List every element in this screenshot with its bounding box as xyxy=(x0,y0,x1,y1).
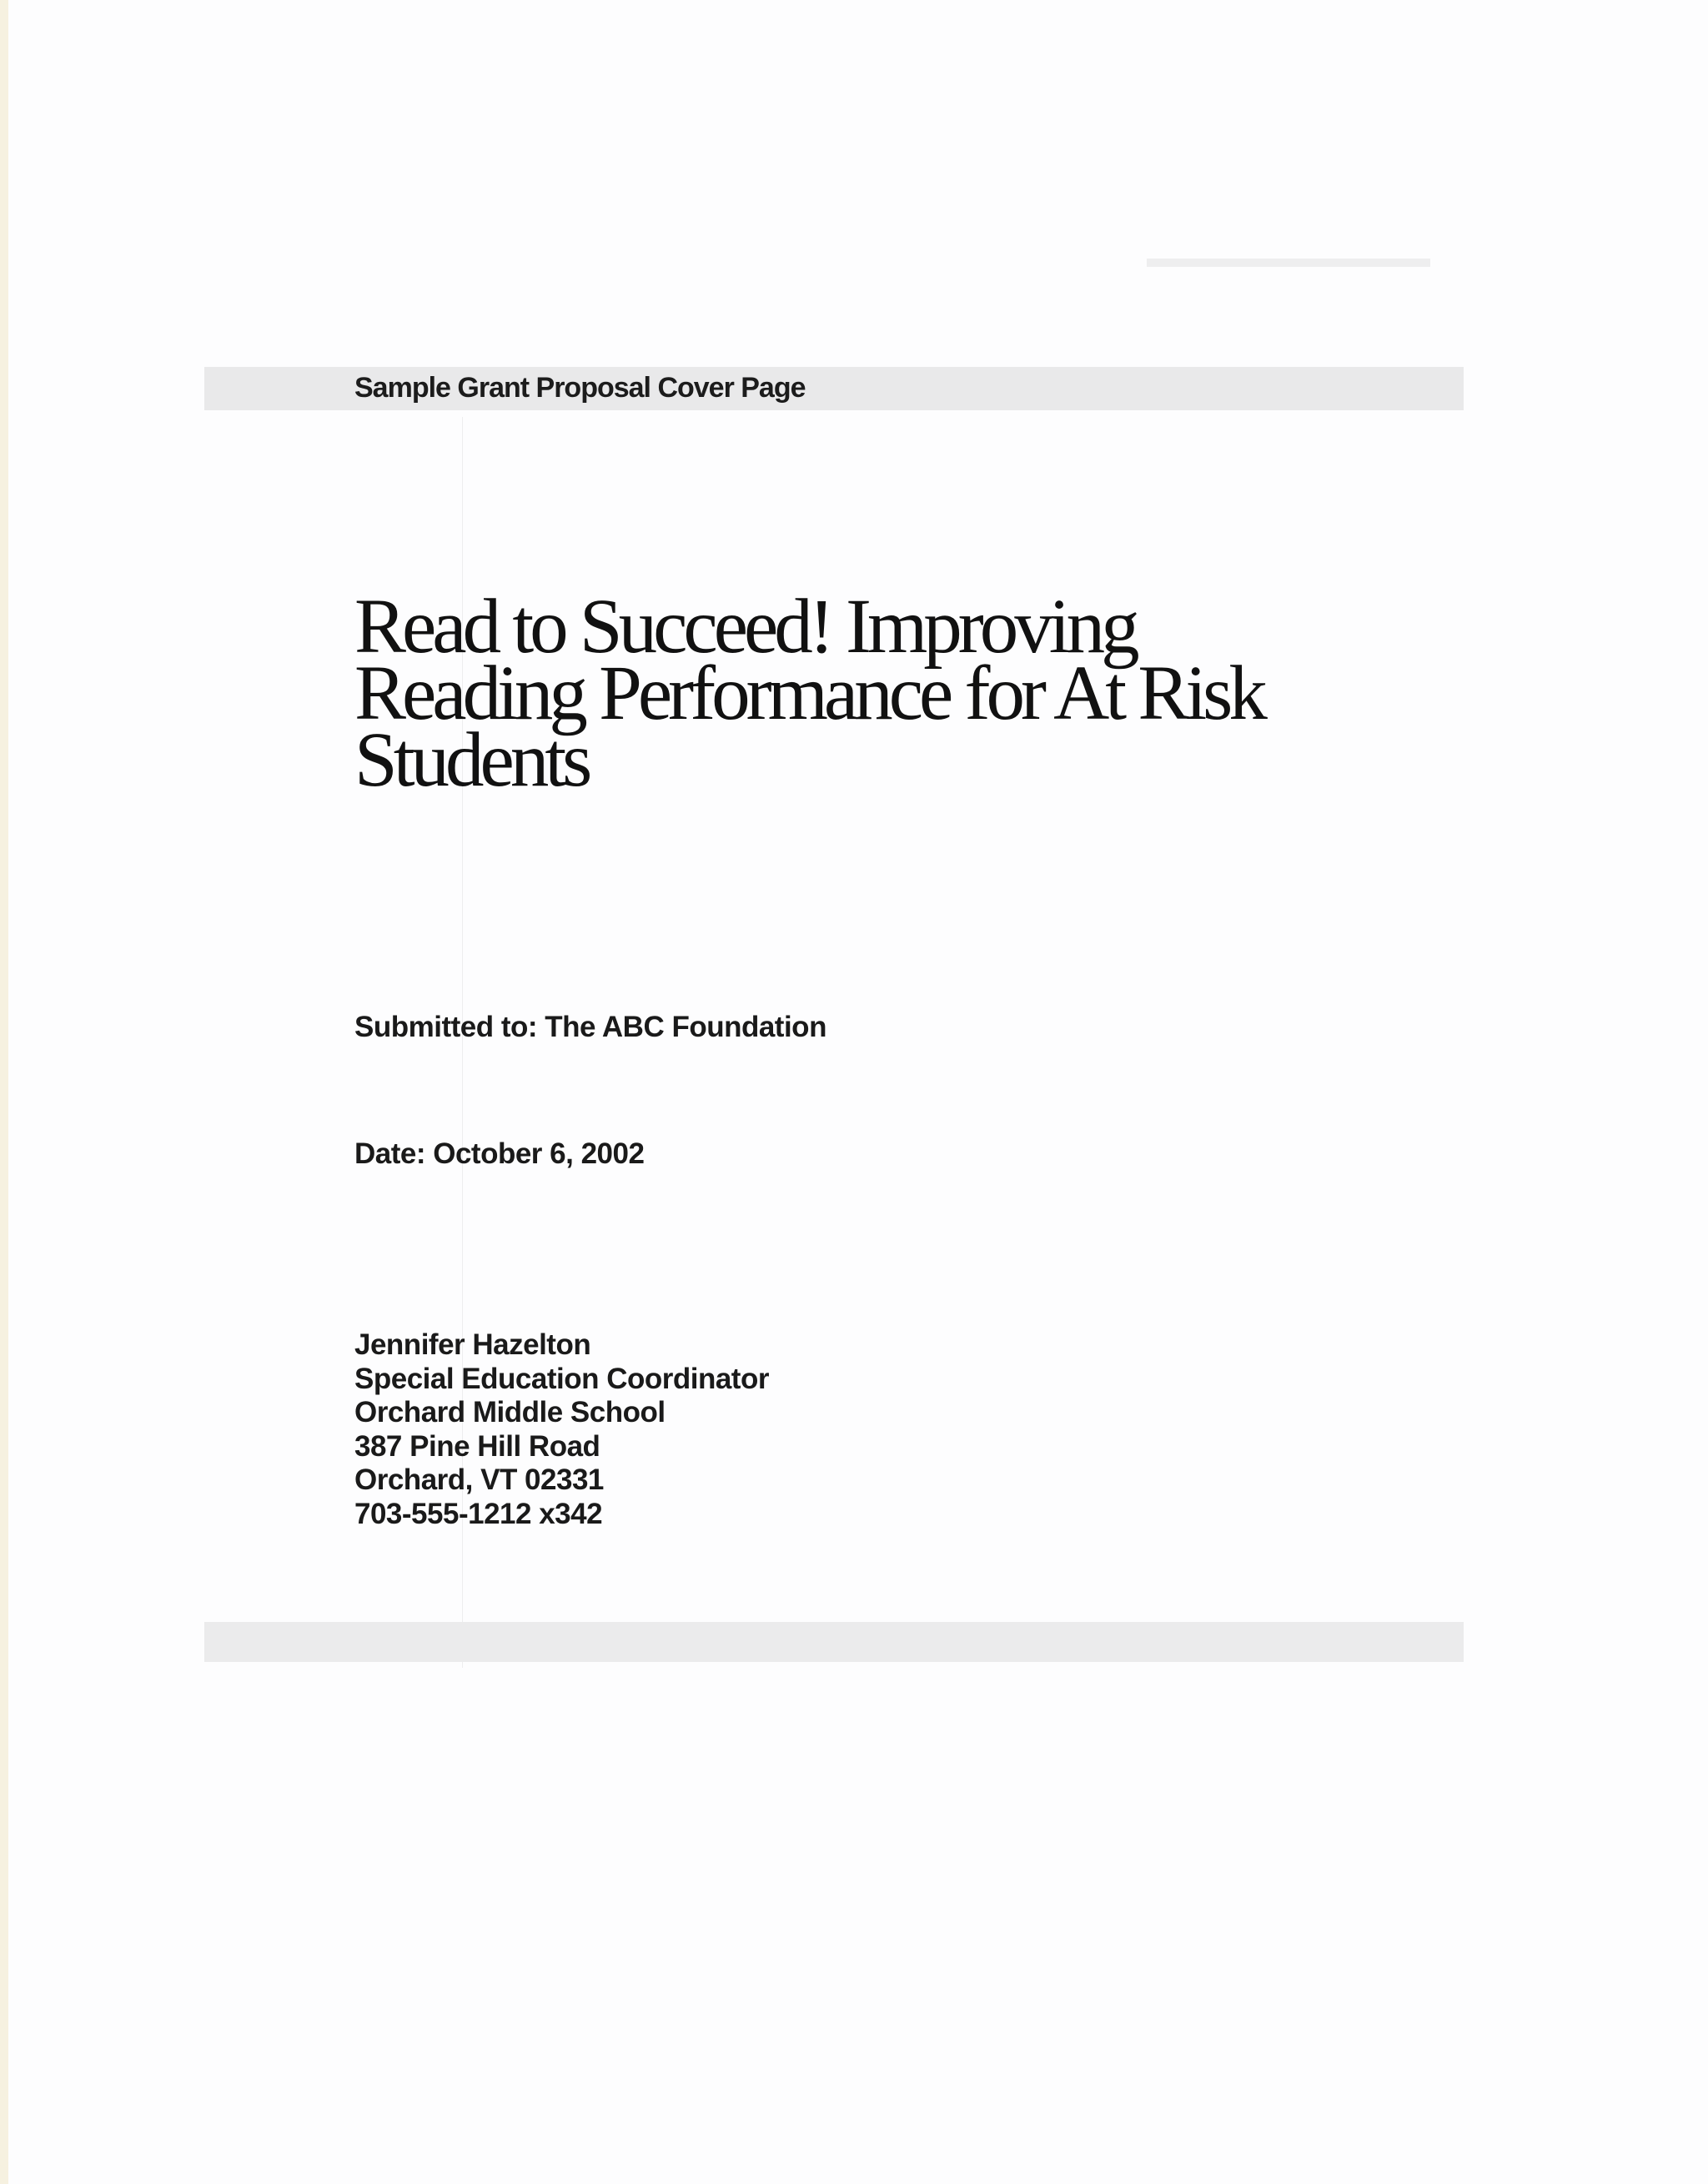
submission-date: Date: October 6, 2002 xyxy=(354,1137,645,1170)
contact-block xyxy=(354,1328,769,1531)
scan-smudge xyxy=(1147,259,1430,267)
title-line: Students xyxy=(354,717,589,803)
submitted-to: Submitted to: The ABC Foundation xyxy=(354,1011,826,1043)
contact-street: 387 Pine Hill Road xyxy=(354,1429,600,1463)
cover-page-label: Sample Grant Proposal Cover Page xyxy=(354,372,806,404)
title-line: Reading Performance for At Risk xyxy=(354,650,1263,736)
proposal-title xyxy=(354,584,1439,803)
contact-position: Special Education Coordinator xyxy=(354,1362,769,1395)
footer-band xyxy=(204,1622,1464,1662)
contact-name: Jennifer Hazelton xyxy=(354,1328,591,1361)
page-edge xyxy=(0,0,8,2184)
contact-phone: 703-555-1212 x342 xyxy=(354,1497,603,1530)
contact-city-state-zip: Orchard, VT 02331 xyxy=(354,1464,604,1496)
contact-organization: Orchard Middle School xyxy=(354,1396,666,1428)
title-line: Read to Succeed! Improving xyxy=(354,584,1136,670)
